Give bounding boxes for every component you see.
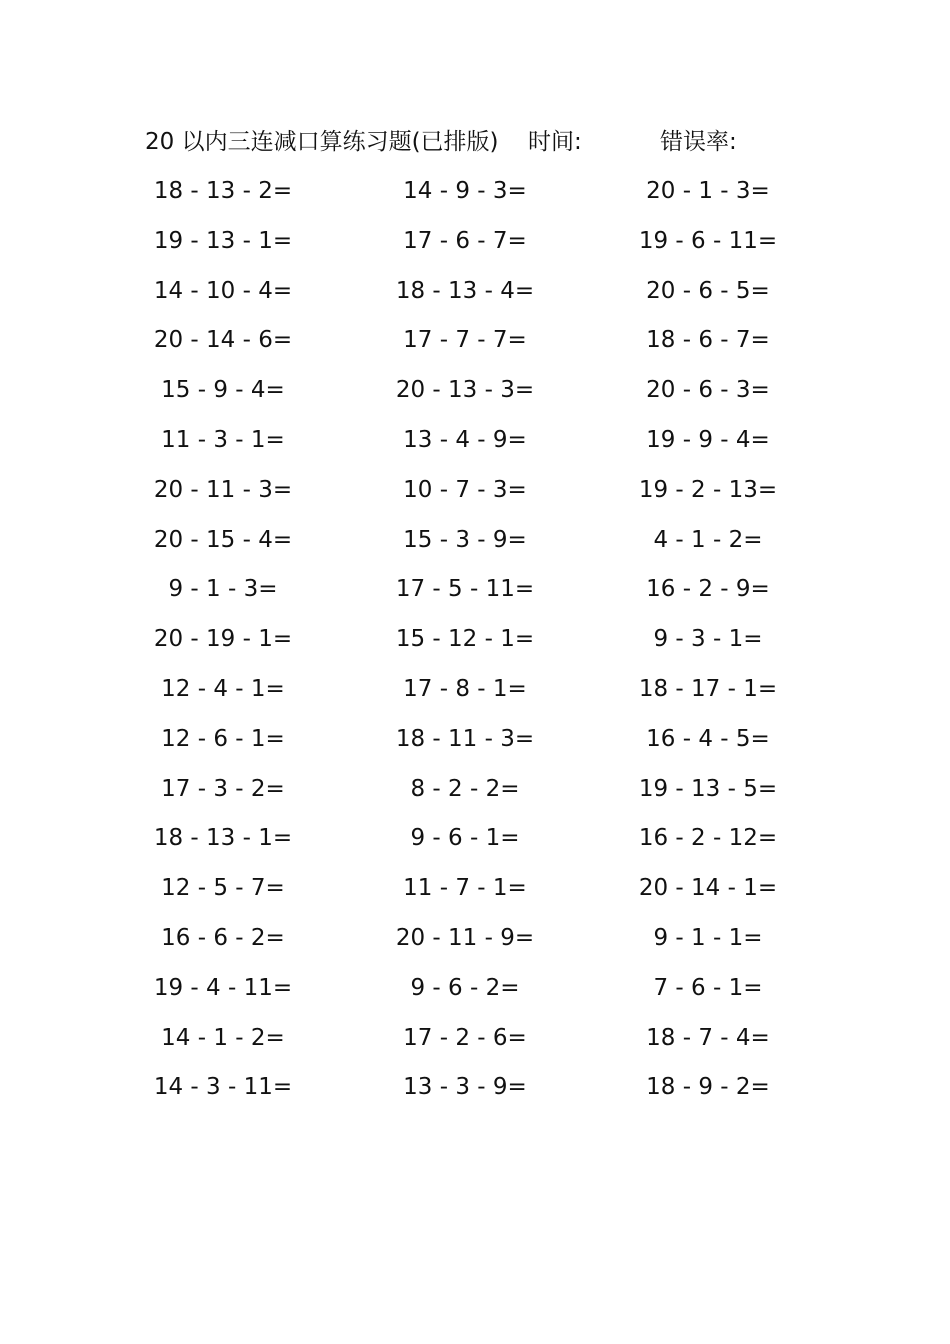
problem-item: 18 - 13 - 1= [153, 825, 293, 852]
problem-item: 9 - 3 - 1= [653, 626, 763, 653]
problem-item: 14 - 9 - 3= [403, 178, 527, 204]
problem-item: 20 - 15 - 4= [153, 526, 293, 553]
problem-item: 16 - 2 - 12= [638, 825, 778, 852]
problem-item: 15 - 9 - 4= [161, 377, 285, 404]
problem-item: 18 - 6 - 7= [646, 327, 770, 354]
problem-item: 20 - 14 - 1= [638, 875, 778, 902]
problem-item: 19 - 13 - 1= [153, 227, 293, 254]
problem-item: 14 - 10 - 4= [153, 277, 293, 304]
problem-row [0, 521, 950, 571]
problem-item: 13 - 4 - 9= [403, 426, 527, 453]
problem-item: 12 - 4 - 1= [161, 675, 285, 702]
problem-item: 20 - 14 - 6= [153, 327, 293, 354]
problem-item: 12 - 6 - 1= [161, 725, 285, 752]
problem-item: 18 - 13 - 2= [153, 178, 293, 204]
problem-item: 4 - 1 - 2= [653, 526, 763, 553]
problem-row [0, 570, 950, 620]
problem-item: 8 - 2 - 2= [410, 775, 520, 802]
problem-item: 19 - 13 - 5= [638, 775, 778, 802]
problem-item: 20 - 13 - 3= [395, 377, 535, 404]
problem-item: 18 - 11 - 3= [395, 725, 535, 752]
problem-item: 9 - 1 - 3= [168, 576, 278, 603]
problem-item: 13 - 3 - 9= [403, 1074, 527, 1101]
problem-item: 17 - 6 - 7= [403, 227, 527, 254]
problem-item: 9 - 6 - 1= [410, 825, 520, 852]
problem-row [0, 869, 950, 919]
worksheet-header [145, 124, 845, 160]
problem-item: 20 - 1 - 3= [646, 178, 770, 204]
problem-item: 20 - 11 - 9= [395, 924, 535, 951]
problem-row [0, 919, 950, 969]
problem-item: 17 - 2 - 6= [403, 1024, 527, 1051]
problem-item: 17 - 3 - 2= [161, 775, 285, 802]
problem-row [0, 222, 950, 272]
problem-item: 18 - 17 - 1= [638, 675, 778, 702]
problem-item: 7 - 6 - 1= [653, 974, 763, 1001]
problem-row [0, 620, 950, 670]
problem-item: 16 - 6 - 2= [161, 924, 285, 951]
problem-item: 18 - 9 - 2= [646, 1074, 770, 1101]
problem-item: 12 - 5 - 7= [161, 875, 285, 902]
problem-item: 20 - 19 - 1= [153, 626, 293, 653]
problem-item: 11 - 3 - 1= [161, 426, 285, 453]
problem-item: 19 - 9 - 4= [646, 426, 770, 453]
problem-row [0, 272, 950, 322]
time-label: 时间: [528, 129, 582, 155]
problem-item: 15 - 3 - 9= [403, 526, 527, 553]
problem-item: 18 - 13 - 4= [395, 277, 535, 304]
problem-item: 20 - 6 - 5= [646, 277, 770, 304]
problem-item: 9 - 6 - 2= [410, 974, 520, 1001]
problem-row [0, 770, 950, 820]
error-rate-label: 错误率: [660, 129, 737, 155]
problem-row [0, 1068, 950, 1118]
problem-row [0, 969, 950, 1019]
problem-row [0, 172, 950, 222]
worksheet-title: 20 以内三连减口算练习题(已排版) [145, 129, 499, 155]
problem-item: 16 - 4 - 5= [646, 725, 770, 752]
problem-item: 20 - 11 - 3= [153, 476, 293, 503]
problem-item: 17 - 7 - 7= [403, 327, 527, 354]
problem-row [0, 421, 950, 471]
problem-item: 14 - 3 - 11= [153, 1074, 293, 1101]
problem-row [0, 471, 950, 521]
problem-grid [0, 172, 950, 1118]
problem-item: 15 - 12 - 1= [395, 626, 535, 653]
problem-item: 20 - 6 - 3= [646, 377, 770, 404]
problem-item: 19 - 4 - 11= [153, 974, 293, 1001]
problem-item: 14 - 1 - 2= [161, 1024, 285, 1051]
problem-item: 17 - 8 - 1= [403, 675, 527, 702]
problem-row [0, 1019, 950, 1069]
problem-item: 17 - 5 - 11= [395, 576, 535, 603]
problem-row [0, 670, 950, 720]
problem-item: 18 - 7 - 4= [646, 1024, 770, 1051]
problem-item: 10 - 7 - 3= [403, 476, 527, 503]
problem-row [0, 371, 950, 421]
problem-item: 19 - 2 - 13= [638, 476, 778, 503]
problem-item: 11 - 7 - 1= [403, 875, 527, 902]
problem-item: 9 - 1 - 1= [653, 924, 763, 951]
problem-row [0, 321, 950, 371]
problem-row [0, 720, 950, 770]
problem-item: 16 - 2 - 9= [646, 576, 770, 603]
problem-row [0, 819, 950, 869]
problem-item: 19 - 6 - 11= [638, 227, 778, 254]
